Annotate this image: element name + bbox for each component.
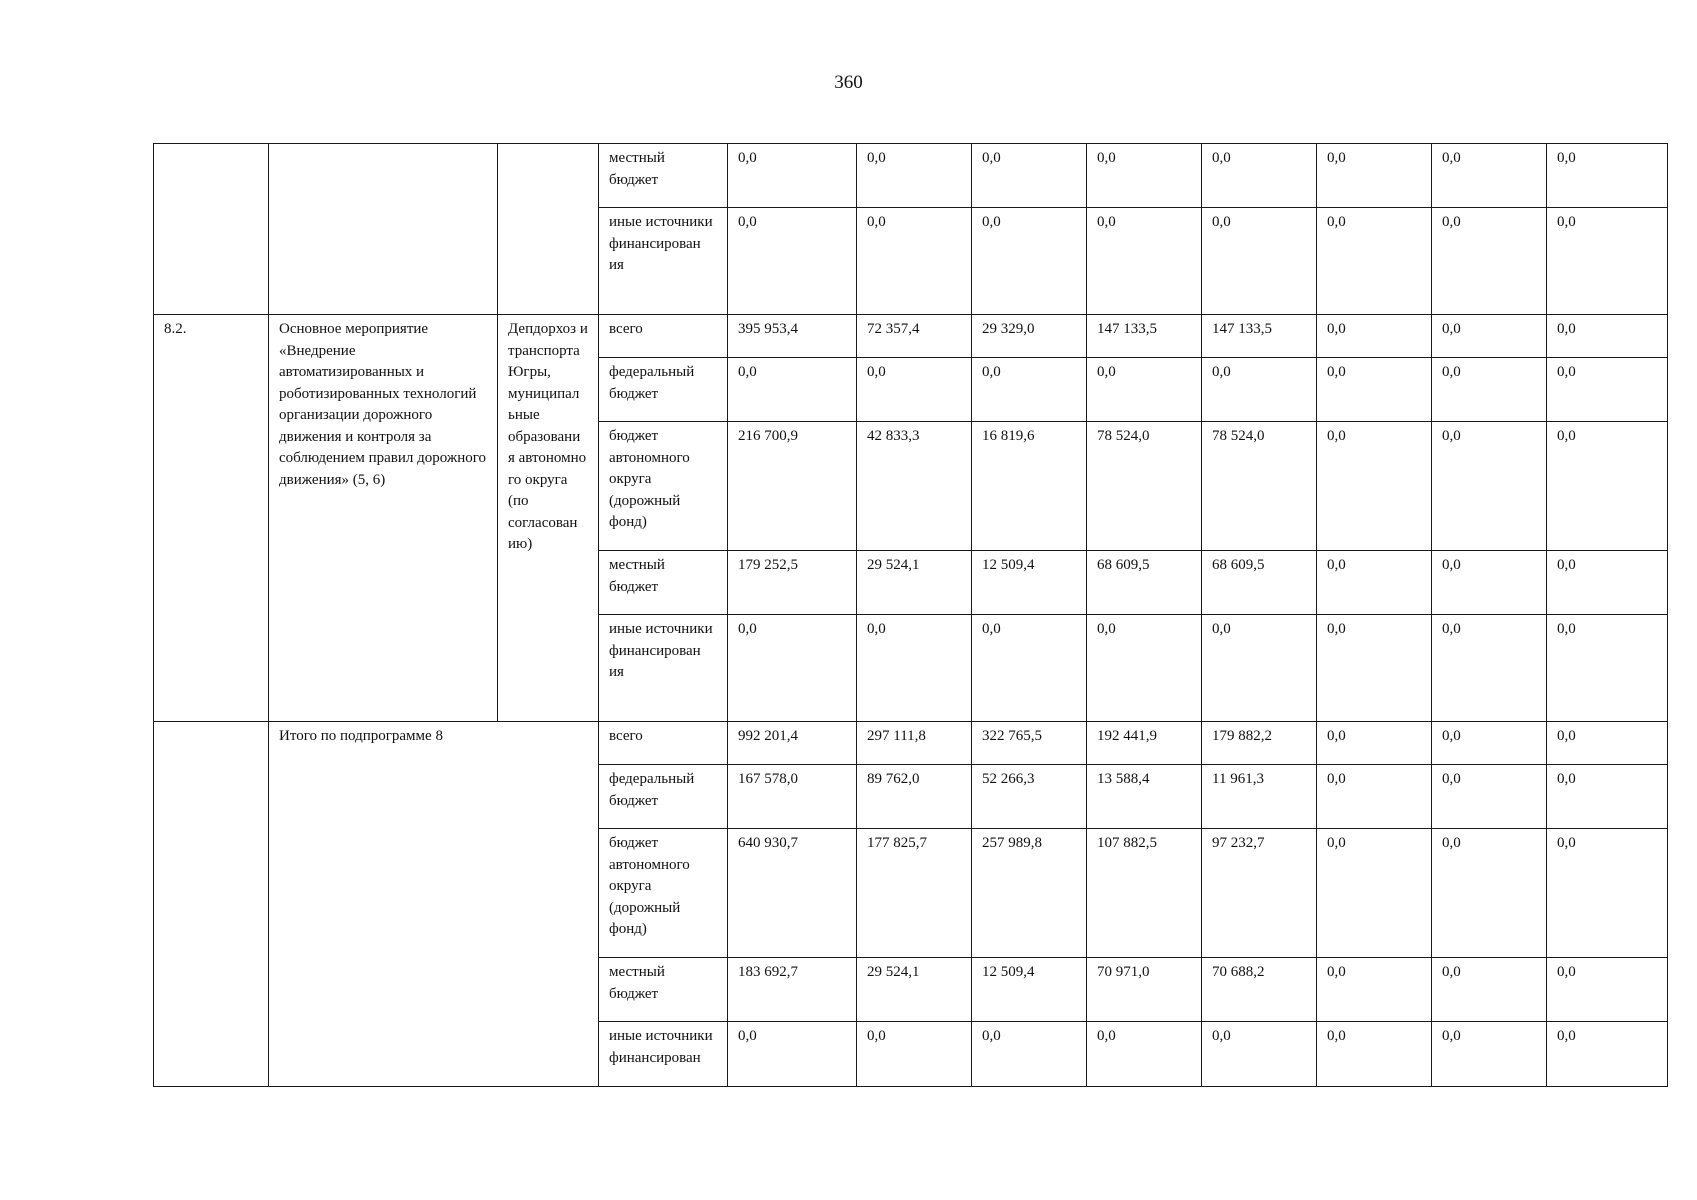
value-cell: 0,0 [1432, 551, 1547, 615]
value-cell: 12 509,4 [972, 551, 1087, 615]
budget-table [153, 143, 1668, 1087]
value-cell: 147 133,5 [1202, 315, 1317, 358]
value-cell: 0,0 [1087, 615, 1202, 722]
value-cell: 0,0 [857, 208, 972, 315]
value-cell: 216 700,9 [728, 422, 857, 551]
value-cell: 0,0 [1547, 615, 1668, 722]
value-cell: 177 825,7 [857, 829, 972, 958]
value-cell: 89 762,0 [857, 765, 972, 829]
measure-number: 8.2. [154, 315, 269, 722]
source-cell: всего [599, 315, 728, 358]
value-cell: 0,0 [1317, 958, 1432, 1022]
table-row [154, 144, 1668, 208]
value-cell: 0,0 [1317, 551, 1432, 615]
value-cell: 78 524,0 [1202, 422, 1317, 551]
value-cell: 0,0 [1432, 144, 1547, 208]
value-cell: 0,0 [972, 144, 1087, 208]
value-cell: 0,0 [1547, 315, 1668, 358]
value-cell: 0,0 [857, 1022, 972, 1087]
value-cell: 0,0 [1432, 1022, 1547, 1087]
page-number: 360 [834, 72, 863, 93]
measure-name: Основное мероприятие «Внедрение автоматизированных и роботизированных технологий организации дорожного движения и контроля за соблюдением правил дорожного движения» (5, 6) [269, 315, 498, 722]
executor-cell [498, 144, 599, 315]
value-cell: 11 961,3 [1202, 765, 1317, 829]
value-cell: 0,0 [1547, 765, 1668, 829]
value-cell: 0,0 [1317, 615, 1432, 722]
source-cell: бюджет автономного округа (дорожный фонд) [599, 829, 728, 958]
value-cell: 0,0 [1547, 1022, 1668, 1087]
value-cell: 0,0 [1317, 829, 1432, 958]
value-cell: 0,0 [1432, 208, 1547, 315]
value-cell: 0,0 [1432, 422, 1547, 551]
value-cell: 0,0 [1317, 722, 1432, 765]
value-cell: 0,0 [1432, 722, 1547, 765]
value-cell: 0,0 [1317, 208, 1432, 315]
value-cell: 0,0 [1317, 1022, 1432, 1087]
value-cell: 52 266,3 [972, 765, 1087, 829]
value-cell: 0,0 [728, 358, 857, 422]
source-cell: федеральный бюджет [599, 358, 728, 422]
source-cell: местный бюджет [599, 144, 728, 208]
value-cell: 395 953,4 [728, 315, 857, 358]
value-cell: 0,0 [1087, 358, 1202, 422]
value-cell: 0,0 [972, 208, 1087, 315]
value-cell: 0,0 [972, 1022, 1087, 1087]
value-cell: 97 232,7 [1202, 829, 1317, 958]
value-cell: 183 692,7 [728, 958, 857, 1022]
value-cell: 0,0 [972, 615, 1087, 722]
source-cell: федеральный бюджет [599, 765, 728, 829]
value-cell: 0,0 [1547, 144, 1668, 208]
value-cell: 322 765,5 [972, 722, 1087, 765]
value-cell: 0,0 [1432, 315, 1547, 358]
value-cell: 0,0 [728, 615, 857, 722]
source-cell: всего [599, 722, 728, 765]
value-cell: 0,0 [1432, 358, 1547, 422]
value-cell: 68 609,5 [1202, 551, 1317, 615]
value-cell: 107 882,5 [1087, 829, 1202, 958]
source-cell: иные источники финансирован ия [599, 615, 728, 722]
value-cell: 0,0 [1432, 615, 1547, 722]
value-cell: 0,0 [1317, 765, 1432, 829]
value-cell: 0,0 [1202, 208, 1317, 315]
value-cell: 297 111,8 [857, 722, 972, 765]
source-cell: иные источники финансирован [599, 1022, 728, 1087]
value-cell: 0,0 [1547, 958, 1668, 1022]
value-cell: 0,0 [972, 358, 1087, 422]
source-cell: бюджет автономного округа (дорожный фонд) [599, 422, 728, 551]
value-cell: 0,0 [728, 1022, 857, 1087]
number-cell [154, 144, 269, 315]
value-cell: 42 833,3 [857, 422, 972, 551]
value-cell: 13 588,4 [1087, 765, 1202, 829]
value-cell: 29 524,1 [857, 551, 972, 615]
value-cell: 0,0 [1317, 315, 1432, 358]
source-cell: местный бюджет [599, 551, 728, 615]
source-cell: иные источники финансирован ия [599, 208, 728, 315]
value-cell: 0,0 [1547, 722, 1668, 765]
value-cell: 72 357,4 [857, 315, 972, 358]
value-cell: 0,0 [1547, 208, 1668, 315]
value-cell: 16 819,6 [972, 422, 1087, 551]
value-cell: 29 329,0 [972, 315, 1087, 358]
value-cell: 640 930,7 [728, 829, 857, 958]
value-cell: 0,0 [1202, 144, 1317, 208]
value-cell: 179 252,5 [728, 551, 857, 615]
value-cell: 0,0 [728, 144, 857, 208]
value-cell: 0,0 [1547, 358, 1668, 422]
value-cell: 992 201,4 [728, 722, 857, 765]
value-cell: 0,0 [1202, 615, 1317, 722]
table-row [154, 722, 1668, 765]
value-cell: 0,0 [1317, 422, 1432, 551]
table-row [154, 315, 1668, 358]
name-cell [269, 144, 498, 315]
value-cell: 0,0 [1432, 765, 1547, 829]
value-cell: 0,0 [857, 144, 972, 208]
value-cell: 0,0 [1547, 422, 1668, 551]
value-cell: 0,0 [857, 358, 972, 422]
total-label: Итого по подпрограмме 8 [269, 722, 599, 1087]
value-cell: 0,0 [1087, 144, 1202, 208]
value-cell: 0,0 [1202, 358, 1317, 422]
value-cell: 0,0 [1432, 958, 1547, 1022]
value-cell: 179 882,2 [1202, 722, 1317, 765]
value-cell: 0,0 [1547, 551, 1668, 615]
value-cell: 0,0 [1087, 1022, 1202, 1087]
value-cell: 70 688,2 [1202, 958, 1317, 1022]
value-cell: 68 609,5 [1087, 551, 1202, 615]
value-cell: 12 509,4 [972, 958, 1087, 1022]
value-cell: 0,0 [857, 615, 972, 722]
value-cell: 167 578,0 [728, 765, 857, 829]
value-cell: 70 971,0 [1087, 958, 1202, 1022]
value-cell: 29 524,1 [857, 958, 972, 1022]
value-cell: 257 989,8 [972, 829, 1087, 958]
source-cell: местный бюджет [599, 958, 728, 1022]
value-cell: 147 133,5 [1087, 315, 1202, 358]
value-cell: 0,0 [1317, 358, 1432, 422]
value-cell: 78 524,0 [1087, 422, 1202, 551]
value-cell: 0,0 [1317, 144, 1432, 208]
value-cell: 0,0 [1432, 829, 1547, 958]
value-cell: 0,0 [1202, 1022, 1317, 1087]
total-number-cell [154, 722, 269, 1087]
value-cell: 0,0 [1547, 829, 1668, 958]
value-cell: 192 441,9 [1087, 722, 1202, 765]
measure-executor: Депдорхоз и транспорта Югры, муниципал ьные образовани я автономно го округа (по согласован ию) [498, 315, 599, 722]
value-cell: 0,0 [728, 208, 857, 315]
value-cell: 0,0 [1087, 208, 1202, 315]
